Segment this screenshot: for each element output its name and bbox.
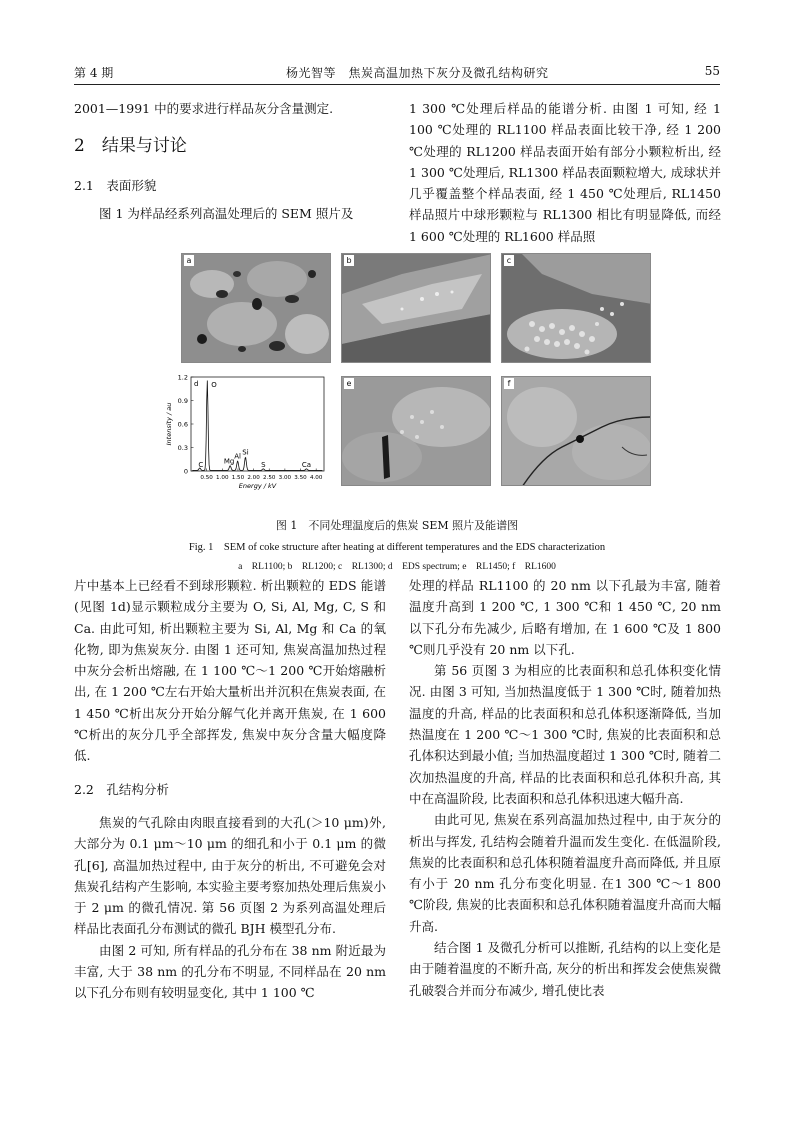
x-tick-label: 0.50 [200,475,213,481]
paragraph: 处理的样品 RL1100 的 20 nm 以下孔最为丰富, 随着温度升高到 1 200 ℃, 1 300 ℃和 1 450 ℃, 20 nm 以下孔分布先减少, 后略有增加, 在 1 600 ℃及 1 800 ℃则几乎没有 20 nm 以下孔. [409,578,721,657]
x-tick-label: 1.00 [216,475,229,481]
y-tick-label: 0.9 [177,397,188,405]
peak-label-ca: Ca [301,461,312,469]
y-tick-label: 0 [183,467,188,476]
peak-label-mg: Mg [223,457,235,466]
panel-label: c [504,255,514,266]
subsection-heading: 2.2 孔结构分析 [74,781,169,797]
running-title: 杨光智等 焦炭高温加热下灰分及微孔结构研究 [286,66,549,80]
left-column-top [74,98,386,224]
panel-label: e [344,378,354,389]
page-number: 55 [704,64,720,78]
paragraph: 结合图 1 及微孔分析可以推断, 孔结构的以上变化是由于随着温度的不断升高, 灰分的析出和挥发会使焦炭微孔破裂合并而分布减少, 增孔使比表 [409,940,721,998]
paragraph: 2001—1991 中的要求进行样品灰分含量测定. [74,101,334,116]
paragraph: 片中基本上已经看不到球形颗粒. 析出颗粒的 EDS 能谱(见图 1d)显示颗粒成分主要为 O, Si, Al, Mg, C, S 和 Ca. 由此可知, 析出颗粒主要为 Si, Al, Mg 和 Ca 的氧化物, 即为焦炭灰分. 由图 1 还可知, 焦炭高温加热过程中灰分会析出熔融, 在 1 100 ℃～1 200 ℃开始熔融析出, 在 1 200 ℃左右开始大量析出并沉积在焦炭表面, 在 1 450 ℃析出灰分开始分解气化并离开焦炭, 在 1 600 ℃析出的灰分几乎全部挥发, 焦炭中灰分含量大幅度降低. [74,578,386,764]
header-rule [74,84,720,85]
eds-spectrum-chart [146,371,336,491]
paragraph: 由此可见, 焦炭在系列高温加热过程中, 由于灰分的析出与挥发, 孔结构会随着升温而发生变化. 在低温阶段, 焦炭的比表面积和总孔体积随着温度升高而降低, 并且原有小于 20 nm 孔分布变化明显. 在1 300 ℃～1 800 ℃阶段, 焦炭的比表面积和总孔体积随着温度升高而大幅升高. [409,812,721,934]
figure-1 [165,253,660,490]
x-axis-label: Energy / kV [238,482,277,490]
sem-image-b [341,253,491,363]
paragraph: 第 56 页图 3 为相应的比表面积和总孔体积变化情况. 由图 3 可知, 当加热温度低于 1 300 ℃时, 随着加热温度的升高, 样品的比表面积和总孔体积逐渐降低, 当加热温度在 1 200 ℃～1 300 ℃时, 焦炭的比表面积和总孔体积达到最小值; 当加热温度超过 1 300 ℃时, 随着二次加热温度的升高, 样品的比表面积和总孔体积升高, 其中在高温阶段, 比表面积和总孔体积迅速大幅升高. [409,663,721,806]
right-column-top [409,98,721,247]
panel-label: a [184,255,194,266]
running-header [74,64,720,84]
sem-image-c [501,253,651,363]
right-column-bottom [409,575,721,1001]
paragraph: 由图 2 可知, 所有样品的孔分布在 38 nm 附近最为丰富, 大于 38 nm 的孔分布不明显, 不同样品在 20 nm 以下孔分布则有较明显变化, 其中 1 100 ℃ [74,942,386,1001]
y-tick-label: 0.6 [177,420,188,429]
x-tick-label: 3.00 [278,475,292,481]
x-tick-label: 2.00 [247,475,260,481]
peak-label-s: S [261,461,266,469]
paragraph: 图 1 为样品经系列高温处理后的 SEM 照片及 [99,205,354,221]
x-tick-label: 1.50 [231,475,245,481]
sem-image-a [181,253,331,363]
plot-area [191,377,324,471]
left-column-bottom [74,575,386,1004]
issue-number: 第 4 期 [74,66,114,80]
figure-caption-en: Fig. 1 SEM of coke structure after heating at different temperatures and the EDS characterization [188,542,606,553]
peak-label-c: C [198,461,204,469]
y-tick-label: 1.2 [177,373,188,382]
panel-label: f [504,378,514,389]
x-tick-label: 2.50 [263,475,276,481]
y-axis-label: Intensity / au [165,402,173,446]
x-tick-label: 4.00 [309,475,323,481]
peak-label-o: O [211,380,217,389]
subsection-heading: 2.1 表面形貌 [74,178,157,194]
figure-caption-panels: a RL1100; b RL1200; c RL1300; d EDS spectrum; e RL1450; f RL1600 [238,562,556,572]
section-heading: 2 结果与讨论 [74,136,187,157]
figure-caption-cn: 图 1 不同处理温度后的焦炭 SEM 照片及能谱图 [275,519,519,532]
y-tick-label: 0.3 [177,444,188,452]
peak-label-al: Al [234,452,241,461]
sem-image-e [341,376,491,486]
panel-label: b [344,255,354,266]
panel-label: d [194,380,199,388]
x-tick-label: 3.50 [294,475,307,481]
sem-image-f [501,376,651,486]
paragraph: 焦炭的气孔除由肉眼直接看到的大孔(＞10 μm)外, 大部分为 0.1 μm～10 μm 的细孔和小于 0.1 μm 的微孔[6], 高温加热过程中, 由于灰分的析出, 不可避免会对焦炭孔结构产生影响, 本实验主要考察加热处理后焦炭小于 2 μm 的微孔情况. 第 56 页图 2 为系列高温处理后样品比表面孔分布测试的微孔 BJH 模型孔分布. [74,814,386,937]
paragraph: 1 300 ℃处理后样品的能谱分析. 由图 1 可知, 经 1 100 ℃处理的 RL1100 样品表面比较干净, 经 1 200 ℃处理的 RL1200 样品表面开始有部分小颗粒析出, 经 1 300 ℃处理后, RL1300 样品表面颗粒增大, 成球状并几乎覆盖整个样品表面, 经 1 450 ℃处理后, RL1450 样品照片中球形颗粒与 RL1300 相比有明显降低, 而经 1 600 ℃处理的 RL1600 样品照 [409,101,721,244]
peak-label-si: Si [242,448,249,457]
